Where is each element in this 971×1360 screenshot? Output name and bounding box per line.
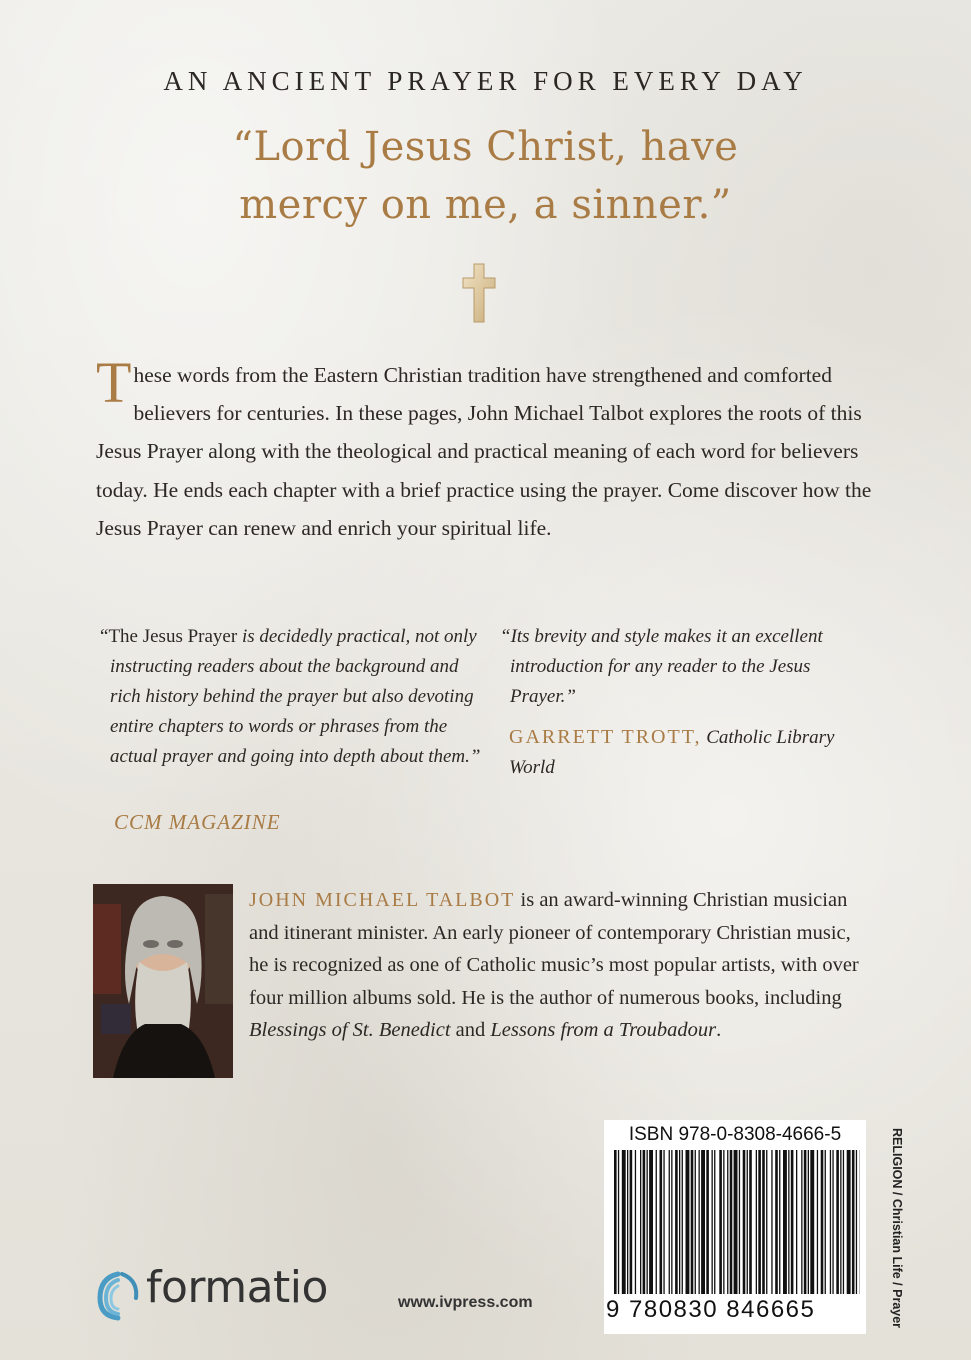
- tagline: AN ANCIENT PRAYER FOR EVERY DAY: [163, 66, 808, 96]
- book-title-2: Lessons from a Troubadour: [490, 1019, 717, 1041]
- review-2-author: GARRETT TROTT,: [509, 726, 702, 748]
- review-1-text: is decidedly practical, not only instructing readers about the background and rich history behind the prayer but also devoting entire chapters to words or phrases from the actual prayer and going into depth about them.”: [110, 626, 481, 767]
- formatio-logo-icon: [94, 1268, 142, 1322]
- prayer-line-2: mercy on me, a sinner.”: [239, 182, 732, 228]
- review-2-text: “Its brevity and style makes it an excellent introduction for any reader to the Jesus Prayer.”: [500, 626, 823, 707]
- publisher-website: www.ivpress.com: [398, 1294, 533, 1311]
- review-2-attribution: [509, 722, 869, 783]
- author-photo: [93, 884, 233, 1078]
- description-text: hese words from the Eastern Christian tradition have strengthened and comforted believers for centuries. In these pages, John Michael Talbot explores the roots of this Jesus Prayer along with the theological and practical meaning of each word for believers today. He ends each chapter with a brief practice using the prayer. Come discover how the Jesus Prayer can renew and enrich your spiritual life.: [96, 363, 872, 540]
- cross-icon: [462, 262, 496, 324]
- barcode-digits: 9 780830 846665: [606, 1296, 816, 1323]
- category-label: RELIGION / Christian Life / Prayer: [890, 1128, 904, 1329]
- author-name: JOHN MICHAEL TALBOT: [249, 889, 516, 911]
- drop-cap: T: [96, 350, 132, 415]
- isbn-label: ISBN 978-0-8308-4666-5: [628, 1124, 842, 1145]
- review-1-book-title: The Jesus Prayer: [108, 626, 238, 647]
- barcode-icon: [614, 1150, 860, 1294]
- book-title-1: Blessings of St. Benedict: [249, 1019, 451, 1041]
- review-1: “The Jesus Prayer is decidedly practical, not only instructing readers about the background and rich history behind the prayer but also devoting entire chapters to words or phrases from the actual prayer and going into depth about them.”: [100, 626, 481, 767]
- author-bio: JOHN MICHAEL TALBOT is an award-winning Christian musician and itinerant minister. An early pioneer of contemporary Christian music, he is recognized as one of Catholic music’s most popular artists, with over four million albums sold. He is the author of numerous books, including Blessings of St. Benedict and Lessons from a Troubadour.: [249, 889, 859, 1041]
- review-2-publication: Catholic Library World: [509, 727, 835, 778]
- review-2: [500, 622, 880, 712]
- description: [96, 350, 886, 547]
- review-1-source: CCM MAGAZINE: [114, 810, 281, 834]
- prayer-line-1: “Lord Jesus Christ, have: [232, 124, 739, 170]
- publisher-logo-text: formatio: [146, 1262, 328, 1313]
